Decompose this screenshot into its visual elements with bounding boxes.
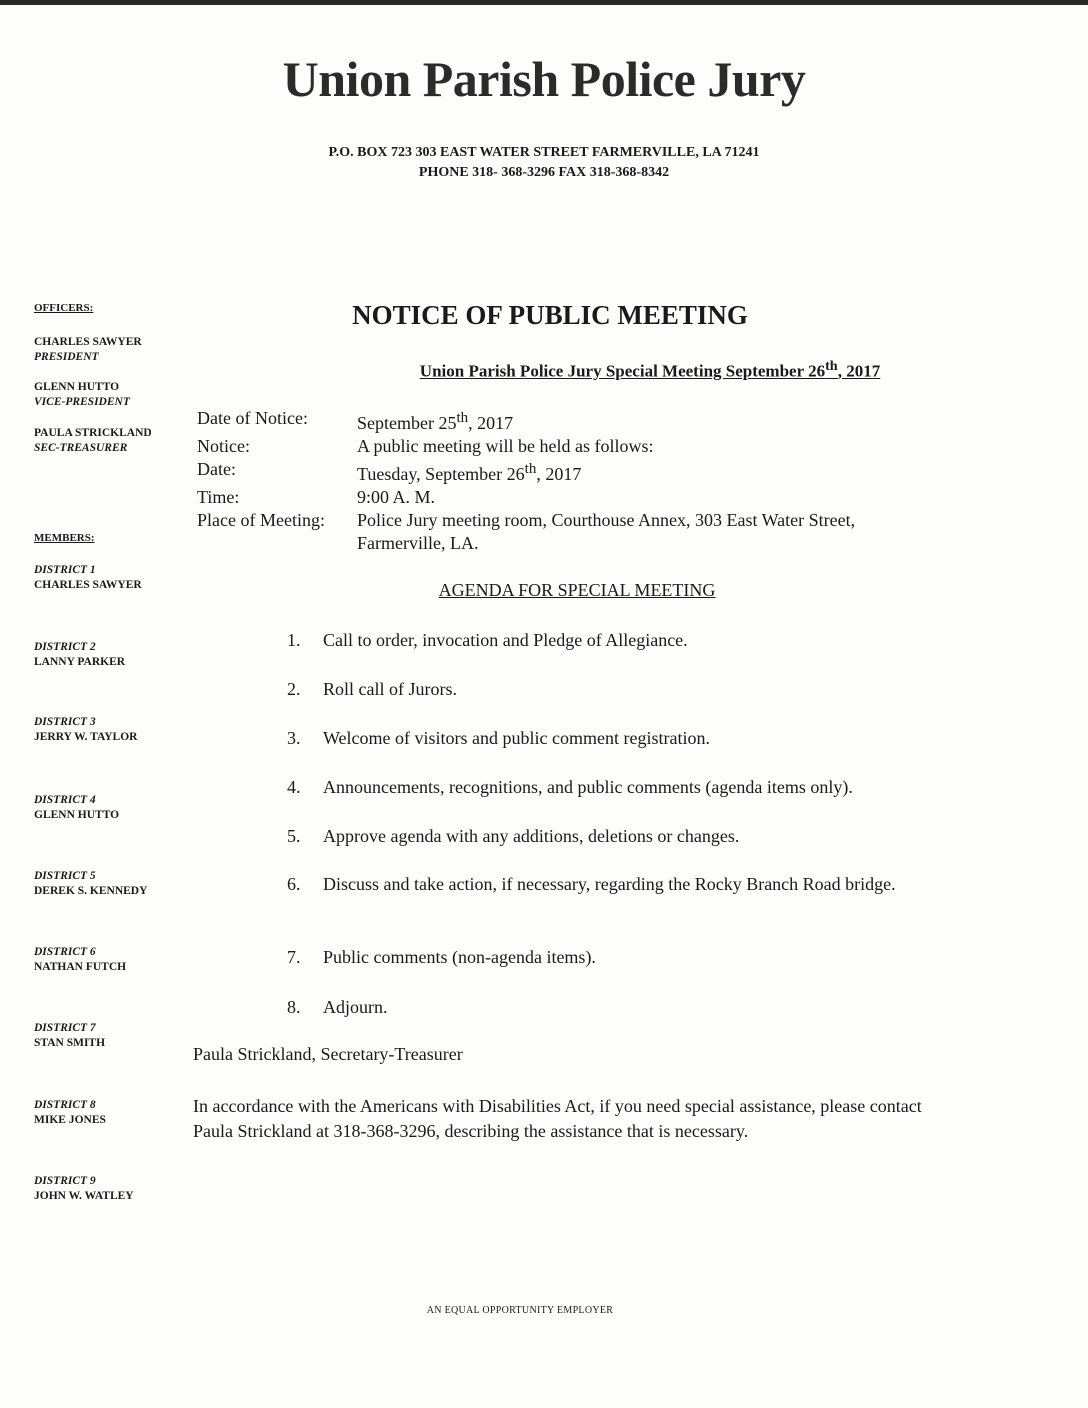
detail-row: [197, 435, 917, 458]
member-district: DISTRICT 4: [34, 794, 96, 806]
notice-title: NOTICE OF PUBLIC MEETING: [352, 300, 748, 330]
members-heading: MEMBERS:: [34, 532, 95, 544]
phone-fax: PHONE 318- 368-3296 FAX 318-368-8342: [418, 165, 670, 180]
member-entry: [34, 715, 137, 745]
agenda-item-text: Call to order, invocation and Pledge of Allegiance.: [323, 630, 688, 650]
detail-value-ordinal: th: [456, 410, 469, 426]
detail-row: [197, 486, 917, 509]
meeting-subtitle: [200, 358, 1088, 382]
agenda-item-number: 7.: [287, 947, 301, 967]
officer-entry: [34, 426, 152, 456]
officer-entry: [34, 335, 142, 365]
signature-line: Paula Strickland, Secretary-Treasurer: [193, 1044, 463, 1064]
member-district: DISTRICT 2: [34, 641, 96, 653]
top-border: [0, 0, 1088, 5]
member-name: LANNY PARKER: [34, 656, 126, 668]
member-entry: [34, 640, 125, 670]
officers-heading: OFFICERS:: [34, 302, 94, 314]
member-district: DISTRICT 6: [34, 946, 96, 958]
member-entry: [34, 793, 119, 823]
detail-value-text: Police Jury meeting room, Courthouse Annex, 303 East Water Street, Farmerville, LA.: [357, 510, 856, 553]
member-district: DISTRICT 3: [34, 716, 96, 728]
detail-value-text: A public meeting will be held as follows:: [357, 436, 654, 456]
agenda-item-number: 6.: [287, 874, 301, 894]
agenda-item-text: Roll call of Jurors.: [323, 679, 457, 699]
detail-value: [357, 435, 917, 458]
detail-value: [357, 486, 917, 509]
detail-value-text: Tuesday, September 26: [357, 464, 525, 484]
member-name: STAN SMITH: [34, 1037, 106, 1049]
officer-name: CHARLES SAWYER: [34, 336, 142, 348]
detail-label: Time:: [197, 487, 240, 507]
subtitle-text: Union Parish Police Jury Special Meeting September 26: [419, 361, 826, 381]
detail-value: [357, 458, 917, 486]
agenda-item: [287, 628, 963, 652]
member-name: GLENN HUTTO: [34, 809, 120, 821]
agenda-item-text: Discuss and take action, if necessary, regarding the Rocky Branch Road bridge.: [323, 874, 896, 894]
ada-notice: In accordance with the Americans with Disabilities Act, if you need special assistance, please contact Paula Strickland at 318-368-3296, describing the assistance that is necessary.: [193, 1096, 922, 1141]
member-district: DISTRICT 7: [34, 1022, 96, 1034]
officer-entry: [34, 380, 130, 410]
agenda-item: [287, 775, 963, 799]
member-name: DEREK S. KENNEDY: [34, 885, 148, 897]
detail-label: Place of Meeting:: [197, 510, 325, 530]
agenda-item-number: 8.: [287, 997, 301, 1017]
member-district: DISTRICT 5: [34, 870, 96, 882]
member-name: JOHN W. WATLEY: [34, 1190, 134, 1202]
detail-value-text: 9:00 A. M.: [357, 487, 436, 507]
detail-row: [197, 458, 917, 486]
subtitle-year: , 2017: [837, 361, 881, 381]
member-district: DISTRICT 8: [34, 1099, 96, 1111]
mailing-address: P.O. BOX 723 303 EAST WATER STREET FARMERVILLE, LA 71241: [328, 145, 760, 160]
member-entry: [34, 563, 142, 593]
detail-value: [357, 407, 917, 435]
agenda-item-text: Announcements, recognitions, and public comments (agenda items only).: [323, 777, 853, 797]
meeting-details: [197, 407, 917, 555]
agenda-item-number: 2.: [287, 679, 301, 699]
member-entry: [34, 1174, 134, 1204]
member-name: MIKE JONES: [34, 1114, 106, 1126]
member-entry: [34, 1021, 105, 1051]
detail-value-ordinal: th: [524, 461, 537, 477]
detail-label: Notice:: [197, 436, 250, 456]
address-block: [0, 143, 1088, 183]
agenda-item: [287, 726, 963, 750]
member-district: DISTRICT 1: [34, 564, 96, 576]
agenda-item-number: 4.: [287, 777, 301, 797]
member-entry: [34, 869, 147, 899]
organization-title: Union Parish Police Jury: [282, 51, 806, 107]
member-entry: [34, 945, 126, 975]
officer-name: PAULA STRICKLAND: [34, 427, 152, 439]
member-name: CHARLES SAWYER: [34, 579, 142, 591]
detail-value-year: , 2017: [468, 413, 514, 433]
agenda-item-number: 5.: [287, 826, 301, 846]
detail-value-text: September 25: [357, 413, 457, 433]
agenda-item: [287, 824, 963, 848]
agenda-item: [287, 995, 963, 1019]
detail-row: [197, 407, 917, 435]
officer-role: SEC-TREASURER: [34, 442, 128, 454]
subtitle-ordinal: th: [825, 358, 838, 374]
detail-label: Date:: [197, 459, 236, 479]
agenda-item-text: Adjourn.: [323, 997, 388, 1017]
member-district: DISTRICT 9: [34, 1175, 96, 1187]
detail-value-year: , 2017: [536, 464, 582, 484]
officer-name: GLENN HUTTO: [34, 381, 120, 393]
agenda-item-number: 3.: [287, 728, 301, 748]
officer-role: PRESIDENT: [34, 351, 99, 363]
officer-role: VICE-PRESIDENT: [34, 396, 130, 408]
detail-row: [197, 509, 917, 555]
agenda-item-number: 1.: [287, 630, 301, 650]
agenda-item-text: Welcome of visitors and public comment registration.: [323, 728, 710, 748]
member-name: NATHAN FUTCH: [34, 961, 127, 973]
agenda-item: [287, 872, 943, 896]
footer-text: AN EQUAL OPPORTUNITY EMPLOYER: [426, 1305, 614, 1316]
agenda-item-text: Public comments (non-agenda items).: [323, 947, 596, 967]
detail-value: [357, 509, 917, 555]
member-entry: [34, 1098, 106, 1128]
member-name: JERRY W. TAYLOR: [34, 731, 138, 743]
agenda-item: [287, 945, 963, 969]
agenda-item-text: Approve agenda with any additions, deletions or changes.: [323, 826, 740, 846]
detail-label: Date of Notice:: [197, 408, 308, 428]
agenda-item: [287, 677, 963, 701]
agenda-heading: AGENDA FOR SPECIAL MEETING: [438, 580, 716, 600]
